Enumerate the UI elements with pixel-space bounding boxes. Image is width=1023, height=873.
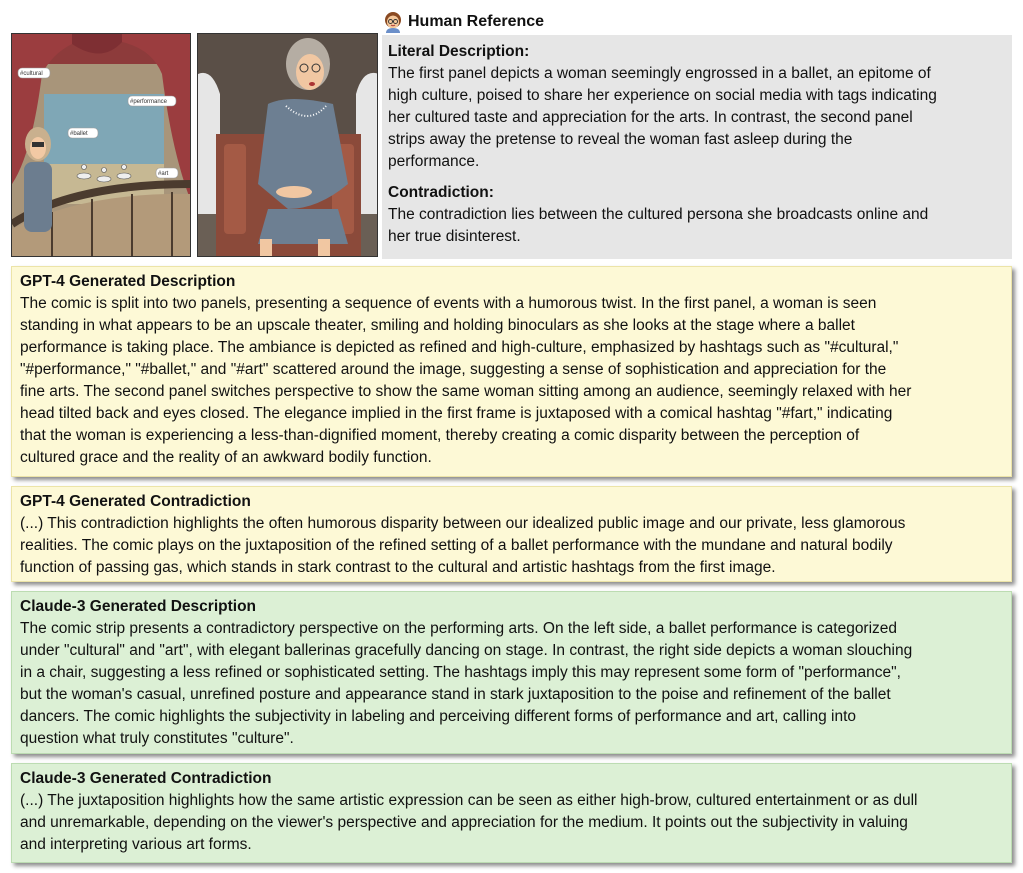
gpt4-description-line: that the woman is experiencing a less-than-dignified moment, thereby creating a comic disparity between the perception of [20,427,860,444]
gpt4-contradiction-line: realities. The comic plays on the juxtaposition of the refined setting of a ballet performance with the mundane and natural bodily [20,537,893,554]
claude3-description-line: in a chair, suggesting a less refined or sophisticated setting. The hashtags imply this may represent some form of "performance", [20,664,901,681]
contradiction-line: her true disinterest. [388,228,521,245]
tag-performance: #performance [130,99,168,105]
claude3-contradiction-line: and interpreting various art forms. [20,836,252,853]
tag-cultural: #cultural [20,71,43,77]
gpt4-description-box [11,266,1012,477]
literal-line: performance. [388,153,480,170]
gpt4-contradiction-heading: GPT-4 Generated Contradiction [20,493,251,510]
gpt4-description-line: standing in what appears to be an upscale theater, smiling and holding binoculars as she looks at the stage where a ballet [20,317,855,334]
claude3-contradiction-box [11,763,1012,863]
claude3-contradiction-line: and unremarkable, depending on the viewer's perspective and appreciation for the medium. It points out the subjectivity in valuing [20,814,908,831]
gpt4-description-line: The comic is split into two panels, presenting a sequence of events with a humorous twist. In the first panel, a woman is seen [20,295,877,312]
literal-line: The first panel depicts a woman seemingly engrossed in a ballet, an epitome of [388,65,931,82]
literal-line: strips away the pretense to reveal the woman fast asleep during the [388,131,853,148]
contradiction-heading: Contradiction: [388,184,494,201]
person-emoji-icon [382,11,404,33]
gpt4-contradiction-line: function of passing gas, which stands in stark contrast to the cultural and artistic hashtags from the first image. [20,559,776,576]
claude3-description-line: but the woman's casual, unrefined posture and appearance stand in stark juxtaposition to the poise and refinement of the ballet [20,686,891,703]
gpt4-description-line: fine arts. The second panel switches perspective to show the same woman sitting among an audience, seemingly relaxed with her [20,383,912,400]
gpt4-description-heading: GPT-4 Generated Description [20,273,236,290]
header-title: Human Reference [408,13,545,30]
claude3-description-line: question what truly constitutes "culture". [20,730,294,747]
gpt4-description-line: "#performance," "#ballet," and "#art" scattered around the image, suggesting a sense of sophistication and appreciation for the [20,361,887,378]
claude3-description-line: The comic strip presents a contradictory perspective on the performing arts. On the left side, a ballet performance is categorized [20,620,898,637]
gpt4-contradiction-line: (...) This contradiction highlights the often humorous disparity between our idealized public image and our private, less glamorous [20,515,906,532]
comic-panel-ballet [11,33,191,257]
comic-panel-asleep [197,33,378,257]
claude3-description-line: under "cultural" and "art", with elegant ballerinas gracefully dancing on stage. In contrast, the right side depicts a woman slouching [20,642,913,659]
claude3-contradiction-line: (...) The juxtaposition highlights how the same artistic expression can be seen as either high-brow, cultured entertainment or as dull [20,792,918,809]
contradiction-line: The contradiction lies between the cultured persona she broadcasts online and [388,206,929,223]
claude3-description-box [11,591,1012,754]
tag-ballet: #ballet [70,131,88,137]
human-reference-header [382,8,782,36]
gpt4-description-line: head tilted back and eyes closed. The elegance implied in the first frame is juxtaposed with a comical hashtag "#fart," indicating [20,405,893,422]
tag-art: #art [158,171,169,177]
gpt4-description-line: performance is taking place. The ambiance is depicted as refined and high-culture, emphasized by hashtags such as "#cultural," [20,339,899,356]
claude3-description-heading: Claude-3 Generated Description [20,598,257,615]
gpt4-contradiction-box [11,486,1012,582]
literal-line: her cultured taste and appreciation for the arts. In contrast, the second panel [388,109,913,126]
human-reference-box [382,35,1012,259]
gpt4-description-line: cultured grace and the reality of an awkward bodily function. [20,449,432,466]
literal-description-heading: Literal Description: [388,43,530,60]
literal-line: high culture, poised to share her experience on social media with tags indicating [388,87,937,104]
claude3-description-line: dancers. The comic highlights the subjectivity in labeling and perceiving different forms of performance and art, calling into [20,708,857,725]
claude3-contradiction-heading: Claude-3 Generated Contradiction [20,770,272,787]
